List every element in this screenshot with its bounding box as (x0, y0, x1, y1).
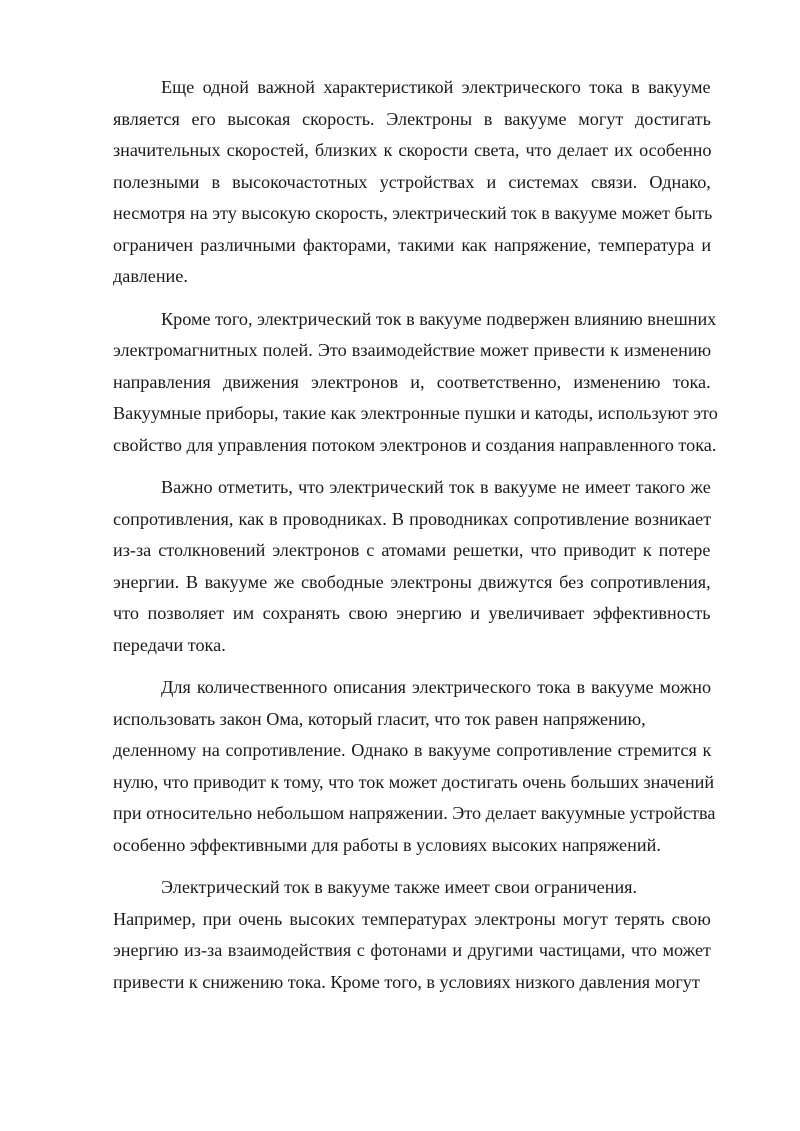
paragraph-1 (113, 72, 711, 293)
document-body (113, 72, 718, 998)
text-line: Кроме того, электрический ток в вакууме подвержен влиянию внешних (161, 308, 717, 329)
text-line: передачи тока. (113, 634, 226, 655)
text-line: Для количественного описания электрического тока в вакууме можно (161, 677, 712, 697)
text-line: энергии. В вакууме же свободные электроны движутся без сопротивления, (113, 571, 711, 592)
paragraph-5 (113, 872, 711, 998)
text-line: свойство для управления потоком электронов и создания направленного тока. (113, 434, 717, 455)
text-line: направления движения электронов и, соответственно, изменению тока. (113, 371, 711, 392)
text-line: сопротивления, как в проводниках. В проводниках сопротивление возникает (113, 508, 712, 529)
text-line: Еще одной важной характеристикой электрического тока в вакууме (161, 77, 711, 97)
text-line: Например, при очень высоких температурах электроны могут терять свою (113, 908, 711, 929)
text-line: при относительно небольшом напряжении. Это делает вакуумные устройства (113, 803, 716, 823)
text-line: Вакуумные приборы, такие как электронные пушки и катоды, используют это (113, 403, 718, 423)
text-line: привести к снижению тока. Кроме того, в условиях низкого давления могут (113, 971, 700, 992)
text-line: является его высокая скорость. Электроны в вакууме могут достигать (113, 108, 711, 129)
text-line: из-за столкновений электронов с атомами решетки, что приводит к потере (113, 540, 711, 560)
text-line: использовать закон Ома, который гласит, что ток равен напряжению, (113, 708, 646, 729)
text-line: что позволяет им сохранять свою энергию и увеличивает эффективность (113, 603, 711, 623)
text-line: Важно отметить, что электрический ток в вакууме не имеет такого же (161, 477, 711, 497)
text-line: особенно эффективными для работы в условиях высоких напряжений. (113, 834, 661, 855)
paragraph-3 (113, 472, 711, 661)
paragraph-4 (113, 672, 716, 861)
text-line: полезными в высокочастотных устройствах и системах связи. Однако, (113, 171, 711, 192)
text-line: значительных скоростей, близких к скорости света, что делает их особенно (113, 140, 712, 160)
text-line: несмотря на эту высокую скорость, электрический ток в вакууме может быть (113, 203, 713, 223)
paragraph-2 (113, 304, 718, 462)
text-line: давление. (113, 266, 188, 286)
text-line: ограничен различными факторами, такими как напряжение, температура и (113, 234, 712, 255)
text-line: деленному на сопротивление. Однако в вакууме сопротивление стремится к (113, 740, 712, 760)
text-line: Электрический ток в вакууме также имеет свои ограничения. (161, 877, 638, 897)
text-line: электромагнитных полей. Это взаимодействие может привести к изменению (113, 340, 712, 360)
text-line: нулю, что приводит к тому, что ток может достигать очень больших значений (113, 771, 715, 792)
text-line: энергию из-за взаимодействия с фотонами и другими частицами, что может (113, 940, 712, 960)
